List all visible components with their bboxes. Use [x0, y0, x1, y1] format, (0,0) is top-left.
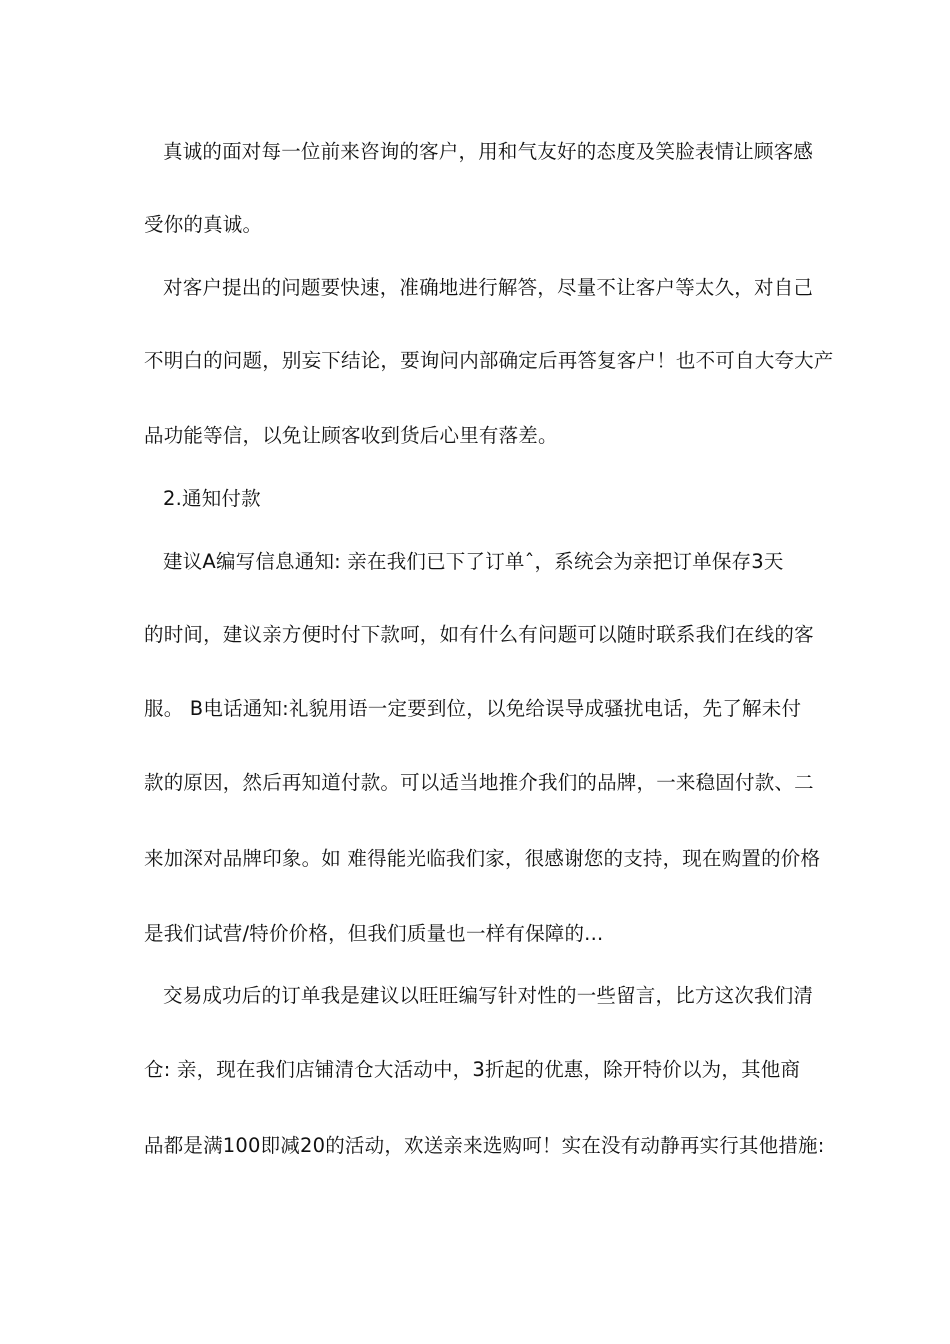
- paragraph-2-line-1: 对客户提出的问题要快速，准确地进行解答，尽量不让客户等太久，对自己: [163, 276, 814, 299]
- paragraph-4-line-3: 品都是满100即减20的活动，欢送亲来选购呵！实在没有动静再实行其他措施:: [144, 1134, 825, 1157]
- paragraph-4-line-1: 交易成功后的订单我是建议以旺旺编写针对性的一些留言，比方这次我们清: [163, 984, 814, 1007]
- paragraph-4-line-2: 仓: 亲，现在我们店铺清仓大活动中，3折起的优惠，除开特价以为，其他商: [144, 1058, 801, 1081]
- paragraph-3-line-5: 来加深对品牌印象。如 难得能光临我们家，很感谢您的支持，现在购置的价格: [144, 847, 821, 870]
- paragraph-3-line-6: 是我们试营/特价价格，但我们质量也一样有保障的...: [144, 922, 604, 945]
- section-heading: 2.通知付款: [163, 487, 261, 510]
- paragraph-3-line-2: 的时间，建议亲方便时付下款呵，如有什么有问题可以随时联系我们在线的客: [144, 623, 814, 646]
- paragraph-3-line-3: 服。 B电话通知:礼貌用语一定要到位，以免给误导成骚扰电话，先了解未付: [144, 697, 802, 720]
- paragraph-3-line-1: 建议A编写信息通知: 亲在我们已下了订单ˆ，系统会为亲把订单保存3天: [163, 550, 784, 573]
- paragraph-2-line-3: 品功能等信，以免让顾客收到货后心里有落差。: [144, 424, 558, 447]
- paragraph-1-line-1: 真诚的面对每一位前来咨询的客户，用和气友好的态度及笑脸表情让顾客感: [163, 140, 814, 163]
- paragraph-2-line-2: 不明白的问题，别妄下结论，要询问内部确定后再答复客户！也不可自大夸大产: [144, 349, 834, 372]
- paragraph-3-line-4: 款的原因，然后再知道付款。可以适当地推介我们的品牌，一来稳固付款、二: [144, 771, 814, 794]
- paragraph-1-line-2: 受你的真诚。: [144, 213, 263, 236]
